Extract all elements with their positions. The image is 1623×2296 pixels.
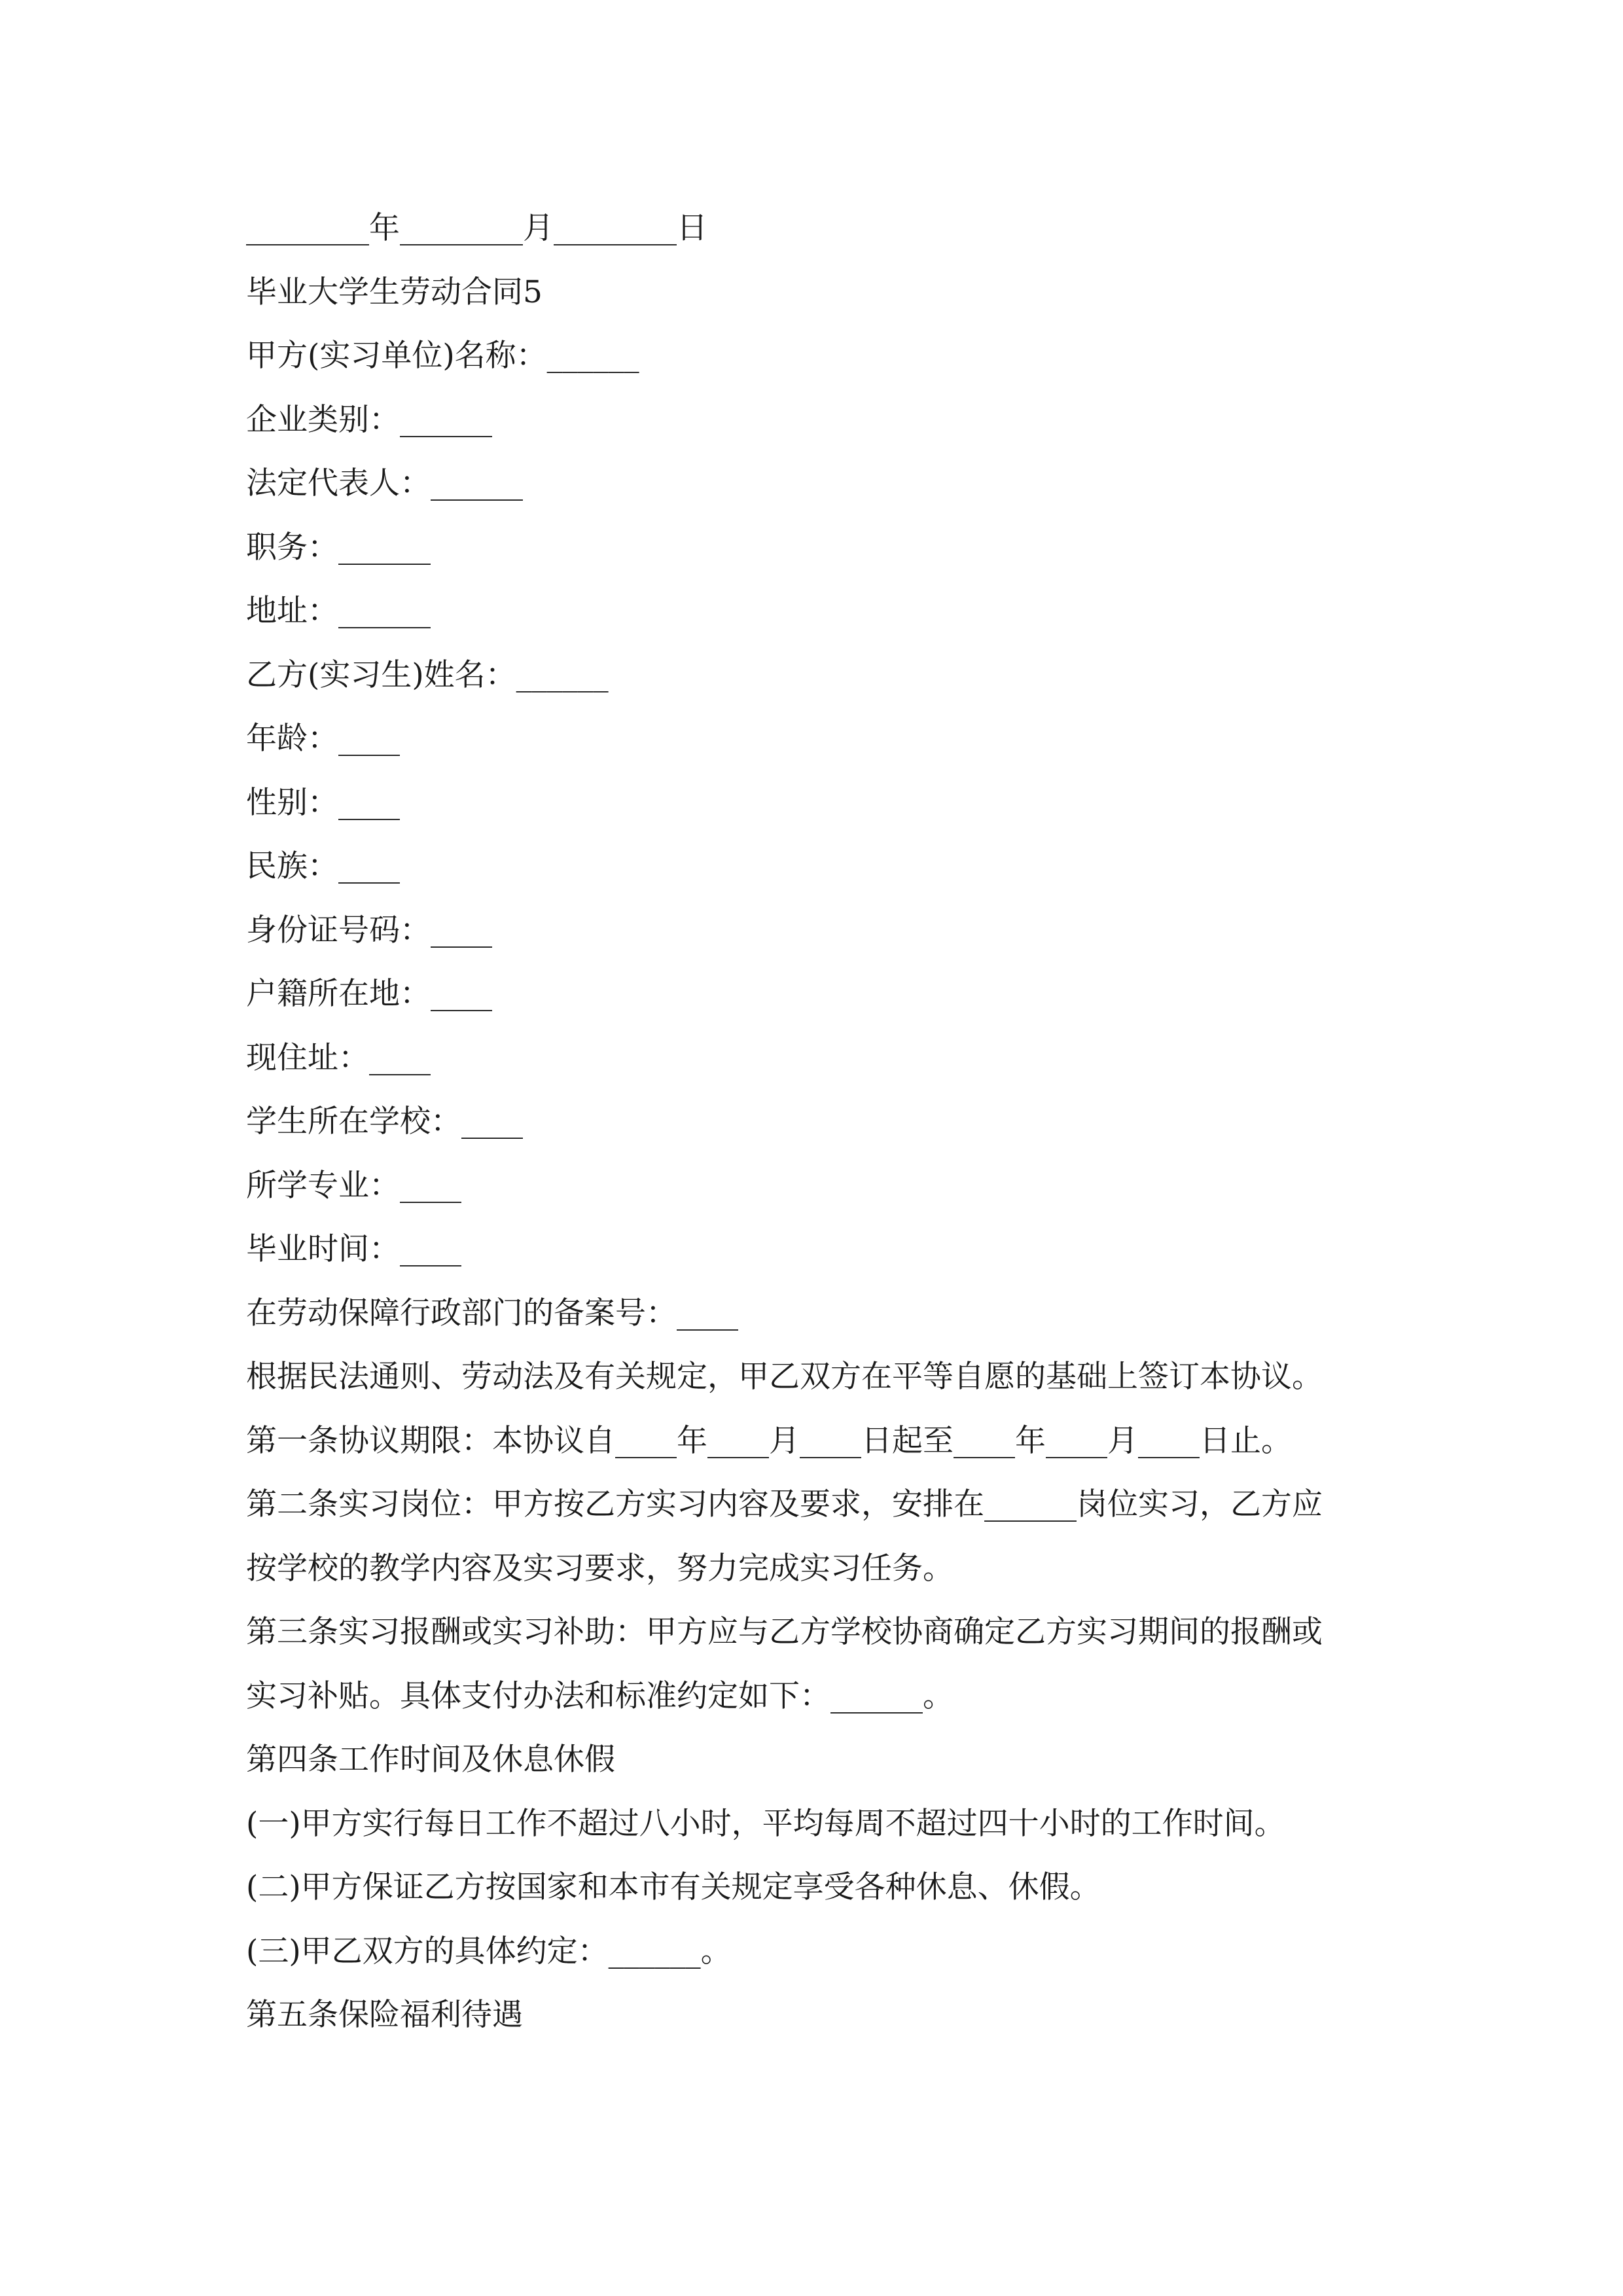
article-4-clause-2: (二)甲方保证乙方按国家和本市有关规定享受各种休息、休假。 — [246, 1869, 1101, 1905]
article-4-heading: 第四条工作时间及休息休假 — [246, 1742, 615, 1778]
article-5-heading: 第五条保险福利待遇 — [246, 1997, 523, 2033]
date-line: ________年________月________日 — [246, 210, 707, 246]
ethnicity-field: 民族：____ — [246, 848, 400, 884]
document-body — [246, 196, 1411, 2047]
article-2-position-line-1: 第二条实习岗位：甲方按乙方实习内容及要求，安排在______岗位实习，乙方应 — [246, 1486, 1323, 1522]
article-1-term: 第一条协议期限：本协议自____年____月____日起至____年____月____日止。 — [246, 1422, 1292, 1459]
school-field: 学生所在学校：____ — [246, 1103, 523, 1139]
preamble-paragraph: 根据民法通则、劳动法及有关规定，甲乙双方在平等自愿的基础上签订本协议。 — [246, 1359, 1323, 1395]
household-registration-field: 户籍所在地：____ — [246, 976, 492, 1012]
current-address-field: 现住址：____ — [246, 1039, 431, 1076]
article-4-clause-1: (一)甲方实行每日工作不超过八小时，平均每周不超过四十小时的工作时间。 — [246, 1805, 1285, 1842]
contract-title: 毕业大学生劳动合同5 — [246, 274, 543, 310]
position-field: 职务：______ — [246, 529, 431, 565]
graduation-time-field: 毕业时间：____ — [246, 1231, 461, 1267]
party-b-name-field: 乙方(实习生)姓名：______ — [246, 656, 609, 693]
id-number-field: 身份证号码：____ — [246, 912, 492, 948]
article-3-compensation-line-1: 第三条实习报酬或实习补助：甲方应与乙方学校协商确定乙方实习期间的报酬或 — [246, 1614, 1323, 1650]
article-4-clause-3: (三)甲乙双方的具体约定：______。 — [246, 1933, 732, 1969]
major-field: 所学专业：____ — [246, 1167, 461, 1204]
enterprise-type-field: 企业类别：______ — [246, 401, 492, 438]
article-2-position-line-2: 按学校的教学内容及实习要求，努力完成实习任务。 — [246, 1550, 954, 1587]
filing-number-field: 在劳动保障行政部门的备案号：____ — [246, 1295, 738, 1331]
article-3-compensation-line-2: 实习补贴。具体支付办法和标准约定如下：______。 — [246, 1677, 954, 1714]
party-a-name-field: 甲方(实习单位)名称：______ — [246, 338, 639, 374]
gender-field: 性别：____ — [246, 784, 400, 821]
age-field: 年龄：____ — [246, 721, 400, 757]
legal-representative-field: 法定代表人：______ — [246, 465, 523, 501]
address-field: 地址：______ — [246, 593, 431, 629]
